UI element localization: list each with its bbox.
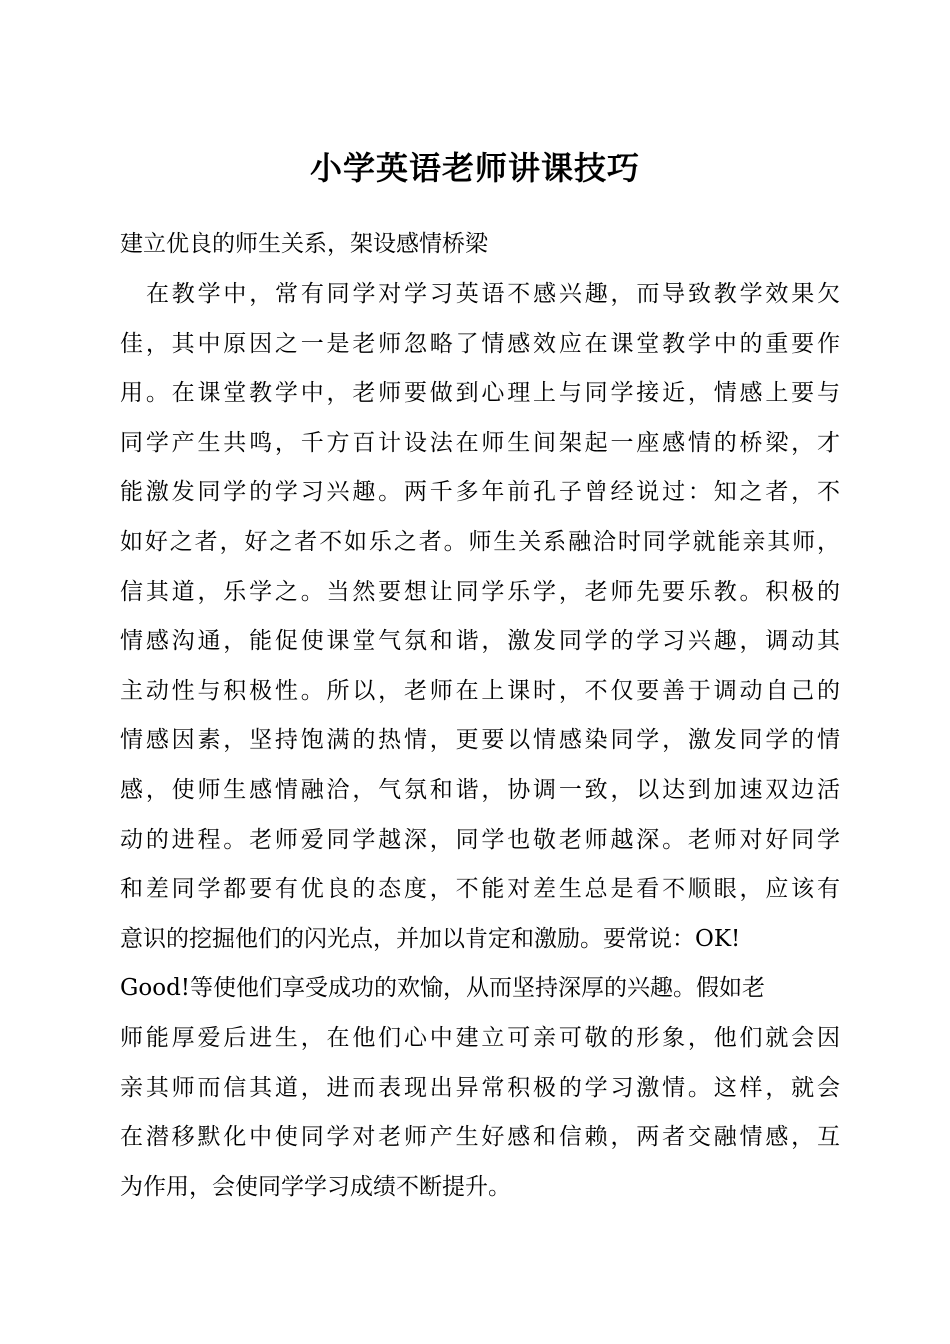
paragraph-line: 主动性与积极性。所以，老师在上课时，不仅要善于调动自己的	[120, 677, 840, 704]
paragraph-line: 感，使师生感情融洽，气氛和谐，协调一致，以达到加速双边活	[120, 776, 840, 803]
paragraph-line: 佳，其中原因之一是老师忽略了情感效应在课堂教学中的重要作	[120, 330, 840, 357]
paragraph-line: 动的进程。老师爱同学越深，同学也敬老师越深。老师对好同学	[120, 826, 840, 853]
paragraph-line: 亲其师而信其道，进而表现出异常积极的学习激情。这样，就会	[120, 1074, 840, 1101]
paragraph-line: Good!等使他们享受成功的欢愉，从而坚持深厚的兴趣。假如老	[120, 975, 766, 1002]
paragraph-line: 情感因素，坚持饱满的热情，更要以情感染同学，激发同学的情	[120, 727, 840, 754]
paragraph-line: 在潜移默化中使同学对老师产生好感和信赖，两者交融情感，互	[120, 1124, 840, 1151]
paragraph-line: 能激发同学的学习兴趣。两千多年前孔子曾经说过：知之者，不	[120, 479, 840, 506]
paragraph-line: 师能厚爱后进生，在他们心中建立可亲可敬的形象，他们就会因	[120, 1024, 840, 1051]
paragraph-line: 情感沟通，能促使课堂气氛和谐，激发同学的学习兴趣，调动其	[120, 628, 840, 655]
paragraph-line: 信其道，乐学之。当然要想让同学乐学，老师先要乐教。积极的	[120, 578, 840, 605]
paragraph-line: 和差同学都要有优良的态度，不能对差生总是看不顺眼，应该有	[120, 876, 840, 903]
paragraph-line: 意识的挖掘他们的闪光点，并加以肯定和激励。要常说：OK!	[120, 925, 741, 952]
paragraph-line: 同学产生共鸣，千方百计设法在师生间架起一座感情的桥梁，才	[120, 429, 840, 456]
paragraph-line: 用。在课堂教学中，老师要做到心理上与同学接近，情感上要与	[120, 380, 840, 407]
paragraph-line: 在教学中，常有同学对学习英语不感兴趣，而导致教学效果欠	[146, 281, 840, 307]
section-heading: 建立优良的师生关系，架设感情桥梁	[120, 231, 488, 257]
paragraph-line: 如好之者，好之者不如乐之者。师生关系融洽时同学就能亲其师，	[120, 528, 840, 555]
paragraph	[120, 276, 840, 1218]
document-title: 小学英语老师讲课技巧	[309, 149, 640, 187]
paragraph-line: 为作用，会使同学学习成绩不断提升。	[120, 1173, 511, 1200]
